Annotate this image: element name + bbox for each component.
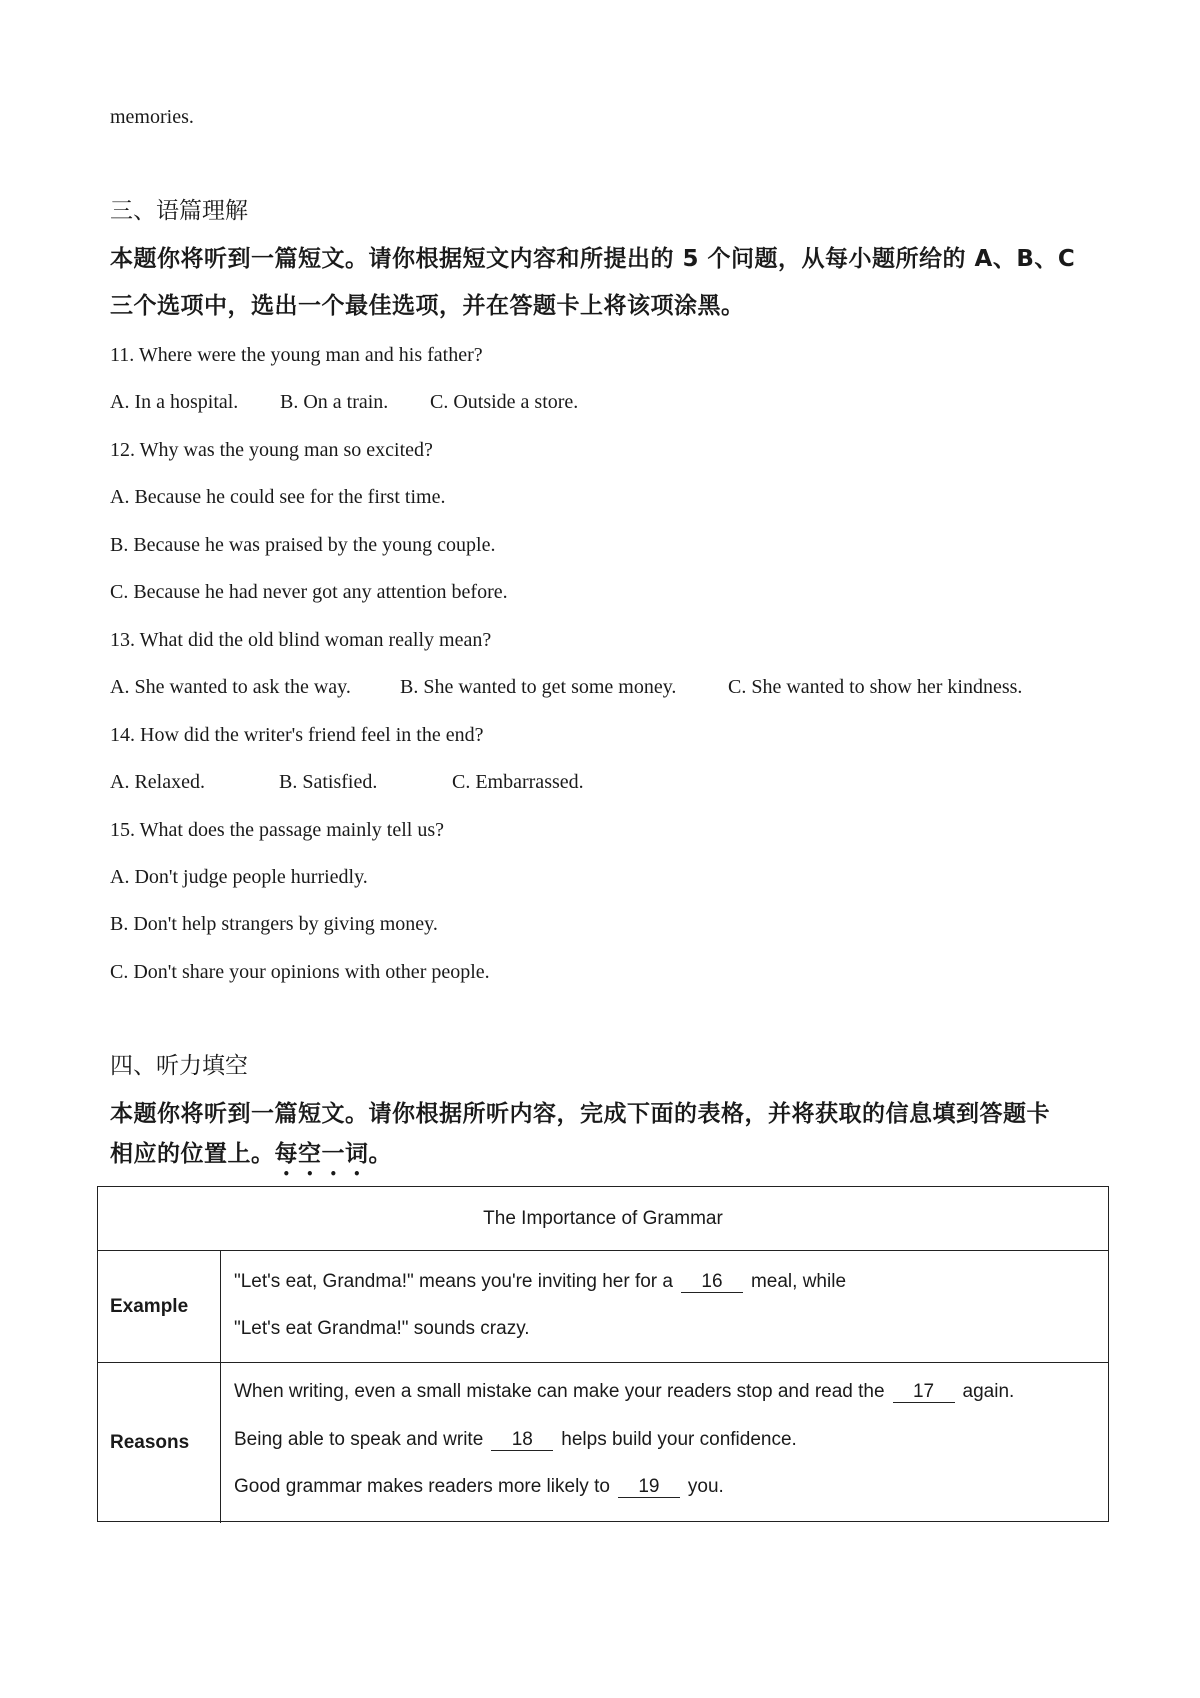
blank-17: 17 <box>893 1382 955 1403</box>
blank-16: 16 <box>681 1272 743 1293</box>
example-line2: "Let's eat Grandma!" sounds crazy. <box>234 1318 530 1339</box>
example-label: Example <box>98 1251 221 1362</box>
q15-option-a: A. Don't judge people hurriedly. <box>110 866 368 888</box>
continued-text: memories. <box>110 106 194 128</box>
table-title: The Importance of Grammar <box>483 1207 723 1229</box>
q14-option-c: C. Embarrassed. <box>452 771 584 793</box>
table-title-row <box>98 1187 1108 1251</box>
reasons-line1: When writing, even a small mistake can make your readers stop and read the 17 again. <box>234 1381 1015 1402</box>
q15-option-b: B. Don't help strangers by giving money. <box>110 913 438 935</box>
q13-option-c: C. She wanted to show her kindness. <box>728 676 1023 698</box>
question-11: 11. Where were the young man and his father? <box>110 344 483 366</box>
question-13: 13. What did the old blind woman really mean? <box>110 629 492 651</box>
emphasized-words: 每空一词 <box>274 1141 369 1167</box>
q15-option-c: C. Don't share your opinions with other people. <box>110 961 490 983</box>
reasons-line3: Good grammar makes readers more likely to 19 you. <box>234 1476 724 1497</box>
q14-option-b: B. Satisfied. <box>279 771 378 793</box>
q11-option-b: B. On a train. <box>280 391 389 413</box>
section4-instruction-line1: 本题你将听到一篇短文。请你根据所听内容，完成下面的表格，并将获取的信息填到答题卡 <box>110 1101 1050 1127</box>
question-15: 15. What does the passage mainly tell us? <box>110 819 444 841</box>
section3-instruction-line1: 本题你将听到一篇短文。请你根据短文内容和所提出的 5 个问题，从每小题所给的 A、B、C <box>110 246 1076 272</box>
q12-option-c: C. Because he had never got any attention before. <box>110 581 508 603</box>
section4-title: 四、听力填空 <box>110 1053 248 1079</box>
table-row-reasons <box>98 1363 1108 1523</box>
blank-18: 18 <box>491 1430 553 1451</box>
blank-19: 19 <box>618 1477 680 1498</box>
reasons-label: Reasons <box>98 1363 221 1523</box>
q14-option-a: A. Relaxed. <box>110 771 205 793</box>
question-12: 12. Why was the young man so excited? <box>110 439 433 461</box>
reasons-line2: Being able to speak and write 18 helps build your confidence. <box>234 1429 797 1450</box>
section3-instruction-line2: 三个选项中，选出一个最佳选项，并在答题卡上将该项涂黑。 <box>110 293 745 319</box>
q13-option-b: B. She wanted to get some money. <box>400 676 677 698</box>
q12-option-a: A. Because he could see for the first time. <box>110 486 446 508</box>
q12-option-b: B. Because he was praised by the young couple. <box>110 534 496 556</box>
grammar-table <box>97 1186 1109 1522</box>
question-14: 14. How did the writer's friend feel in the end? <box>110 724 484 746</box>
section4-instruction-line2: 相应的位置上。每空一词。 <box>110 1141 392 1167</box>
q13-option-a: A. She wanted to ask the way. <box>110 676 351 698</box>
q11-option-c: C. Outside a store. <box>430 391 579 413</box>
example-line1: "Let's eat, Grandma!" means you're inviting her for a 16 meal, while <box>234 1271 847 1292</box>
table-row-example <box>98 1251 1108 1363</box>
q11-option-a: A. In a hospital. <box>110 391 239 413</box>
section3-title: 三、语篇理解 <box>110 198 248 224</box>
